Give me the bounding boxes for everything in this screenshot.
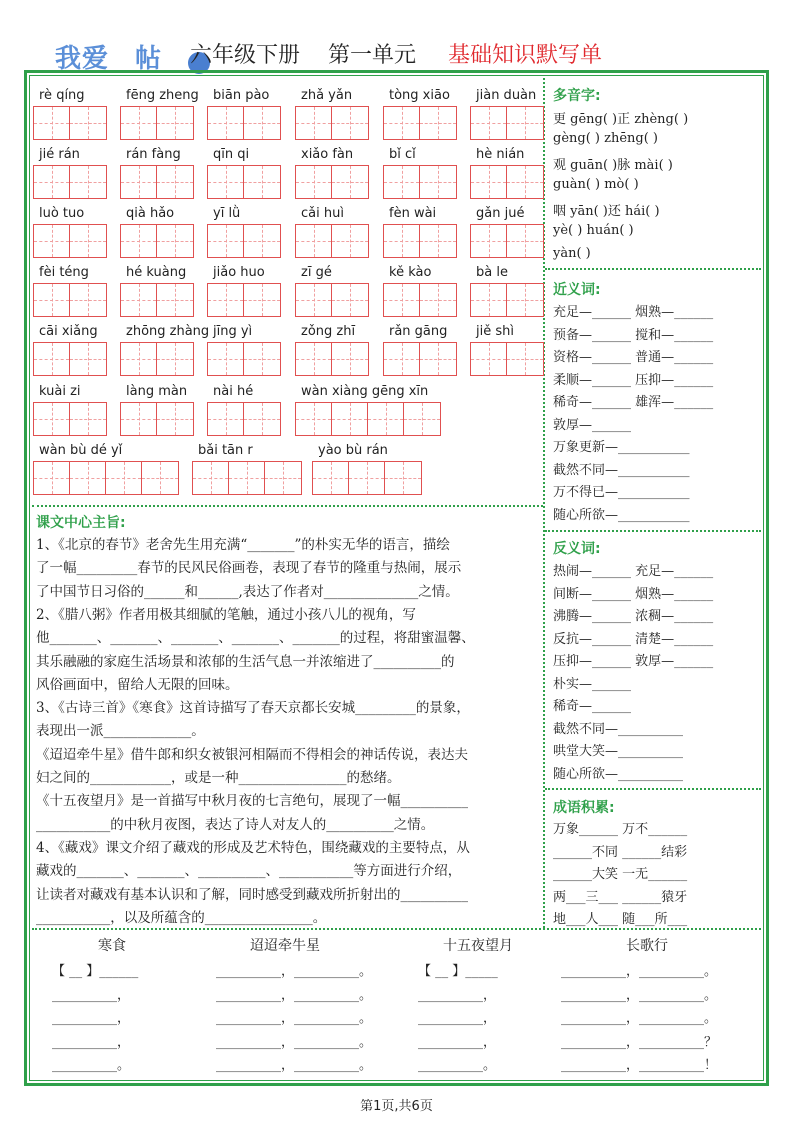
writing-cell[interactable] bbox=[420, 343, 456, 375]
pinyin-label: wàn bù dé yǐ bbox=[39, 443, 123, 458]
writing-cells[interactable] bbox=[207, 342, 281, 376]
writing-cell[interactable] bbox=[420, 225, 456, 257]
writing-cell[interactable] bbox=[208, 166, 244, 198]
text-line: 截然不同—___________ bbox=[553, 462, 690, 478]
writing-cell[interactable] bbox=[70, 225, 106, 257]
pinyin-label: yào bù rán bbox=[318, 443, 388, 458]
writing-cell[interactable] bbox=[384, 343, 420, 375]
writing-cells[interactable] bbox=[295, 106, 369, 140]
writing-cells[interactable] bbox=[312, 461, 422, 495]
writing-cell[interactable] bbox=[296, 166, 332, 198]
writing-cell[interactable] bbox=[368, 403, 404, 435]
pinyin-label: yī lǜ bbox=[213, 206, 241, 221]
poem-blank-line[interactable]: __________，__________。 bbox=[216, 1011, 373, 1026]
writing-cells[interactable] bbox=[383, 283, 457, 317]
pinyin-label: hé kuàng bbox=[126, 265, 187, 280]
pinyin-label: zhǎ yǎn bbox=[301, 88, 353, 103]
writing-cell[interactable] bbox=[265, 462, 301, 494]
pinyin-label: rè qíng bbox=[39, 88, 85, 103]
writing-cell[interactable] bbox=[349, 462, 385, 494]
text-line: 让读者对藏戏有基本认识和了解，同时感受到藏戏所折射出的__________ bbox=[36, 886, 468, 903]
writing-cells[interactable] bbox=[33, 283, 107, 317]
pinyin-label: hè nián bbox=[476, 147, 525, 162]
pinyin-label: zǒng zhī bbox=[301, 324, 356, 339]
text-line: 万象______ 万不______ bbox=[553, 822, 688, 837]
text-line: ______不同 ______结彩 bbox=[553, 844, 688, 860]
text-line: yàn( ) bbox=[553, 246, 591, 261]
writing-cell[interactable] bbox=[507, 284, 543, 316]
pinyin-label: nài hé bbox=[213, 384, 254, 399]
poem-blank-line[interactable]: __________，__________。 bbox=[561, 987, 718, 1003]
text-line: 其乐融融的家庭生活场景和浓郁的生活气息一并浓缩进了__________的 bbox=[36, 653, 455, 670]
writing-cell[interactable] bbox=[193, 462, 229, 494]
pinyin-label: zī gé bbox=[301, 265, 332, 280]
text-line: 2、《腊八粥》作者用极其细腻的笔触，通过小孩八儿的视角，写 bbox=[36, 606, 416, 623]
text-line: 敦厚—______ bbox=[553, 417, 632, 433]
text-line: 反抗—______ 清楚—______ bbox=[553, 631, 714, 647]
pinyin-label: qià hǎo bbox=[126, 206, 175, 221]
writing-cell[interactable] bbox=[244, 284, 280, 316]
text-line: ___________的中秋月夜图，表达了诗人对友人的__________之情。 bbox=[36, 816, 435, 833]
text-line: 稀奇—______ 雄浑—______ bbox=[553, 395, 714, 410]
writing-cell[interactable] bbox=[332, 107, 368, 139]
poem-blank-line[interactable]: __________， bbox=[418, 1011, 497, 1026]
writing-cell[interactable] bbox=[142, 462, 178, 494]
writing-cell[interactable] bbox=[384, 225, 420, 257]
writing-cell[interactable] bbox=[121, 225, 157, 257]
writing-cell[interactable] bbox=[106, 462, 142, 494]
poem-blank-line[interactable]: __________， bbox=[52, 1011, 131, 1026]
section-divider bbox=[545, 530, 761, 532]
writing-cell[interactable] bbox=[121, 284, 157, 316]
writing-cell[interactable] bbox=[208, 284, 244, 316]
writing-cell[interactable] bbox=[229, 462, 265, 494]
pinyin-label: jiàn duàn bbox=[476, 88, 537, 103]
text-line: 万象更新—___________ bbox=[553, 440, 690, 455]
writing-cells[interactable] bbox=[33, 461, 179, 495]
writing-cells[interactable] bbox=[470, 106, 544, 140]
synonyms-title: 近义词: bbox=[553, 282, 601, 298]
writing-cell[interactable] bbox=[121, 107, 157, 139]
writing-cells[interactable] bbox=[470, 283, 544, 317]
text-line: 随心所欲—__________ bbox=[553, 766, 684, 782]
poem-blank-line[interactable]: __________。 bbox=[52, 1058, 131, 1073]
site-logo: 我爱 帖 bbox=[55, 44, 163, 74]
text-line: 万不得已—___________ bbox=[553, 485, 690, 500]
writing-cell[interactable] bbox=[208, 107, 244, 139]
pinyin-label: wàn xiàng gēng xīn bbox=[301, 384, 429, 399]
writing-cells[interactable] bbox=[33, 342, 107, 376]
writing-cell[interactable] bbox=[420, 284, 456, 316]
antonyms-title: 反义词: bbox=[553, 541, 601, 557]
writing-cell[interactable] bbox=[70, 107, 106, 139]
pinyin-label: cǎi huì bbox=[301, 206, 344, 221]
poem-blank-line[interactable]: 【 __ 】_____ bbox=[418, 964, 498, 979]
pinyin-label: tòng xiāo bbox=[389, 88, 450, 103]
writing-cell[interactable] bbox=[332, 166, 368, 198]
writing-cells[interactable] bbox=[33, 224, 107, 258]
writing-cells[interactable] bbox=[470, 224, 544, 258]
poem-blank-line[interactable]: __________，__________。 bbox=[561, 1011, 718, 1026]
text-line: 柔顺—______ 压抑—______ bbox=[553, 372, 714, 388]
writing-cell[interactable] bbox=[296, 343, 332, 375]
writing-cells[interactable] bbox=[295, 224, 369, 258]
writing-cells[interactable] bbox=[33, 402, 107, 436]
writing-cells[interactable] bbox=[295, 165, 369, 199]
pinyin-label: fèi téng bbox=[39, 265, 89, 280]
grade-label: 六年级下册 bbox=[190, 43, 301, 68]
writing-cells[interactable] bbox=[470, 165, 544, 199]
poem-blank-line[interactable]: __________，__________。 bbox=[216, 1034, 373, 1050]
text-line: 压抑—______ 敦厚—______ bbox=[553, 654, 714, 669]
writing-cell[interactable] bbox=[70, 343, 106, 375]
writing-cells[interactable] bbox=[33, 106, 107, 140]
poem-blank-line[interactable]: __________，__________！ bbox=[561, 1058, 718, 1073]
writing-cells[interactable] bbox=[33, 165, 107, 199]
writing-cell[interactable] bbox=[121, 403, 157, 435]
writing-cells[interactable] bbox=[383, 342, 457, 376]
unit-label: 第一单元 bbox=[328, 43, 417, 68]
poem-title: 长歌行 bbox=[626, 938, 668, 954]
text-line: 截然不同—__________ bbox=[553, 721, 684, 737]
writing-cells[interactable] bbox=[207, 283, 281, 317]
writing-cell[interactable] bbox=[244, 403, 280, 435]
poem-blank-line[interactable]: __________， bbox=[52, 987, 131, 1003]
pinyin-label: gǎn jué bbox=[476, 206, 525, 221]
pinyin-label: zhōng zhàng bbox=[126, 324, 210, 339]
text-line: 咽 yān( )还 hái( ) bbox=[553, 204, 660, 219]
writing-cell[interactable] bbox=[384, 107, 420, 139]
writing-cell[interactable] bbox=[296, 284, 332, 316]
writing-cells[interactable] bbox=[207, 165, 281, 199]
writing-cells[interactable] bbox=[295, 342, 369, 376]
writing-cell[interactable] bbox=[471, 107, 507, 139]
writing-cell[interactable] bbox=[157, 284, 193, 316]
writing-cell[interactable] bbox=[471, 166, 507, 198]
writing-cells[interactable] bbox=[470, 342, 544, 376]
writing-cell[interactable] bbox=[404, 403, 440, 435]
pinyin-label: jīng yì bbox=[213, 324, 253, 339]
text-line: 资格—______ 普通—______ bbox=[553, 350, 714, 365]
worksheet-title: 基础知识默写单 bbox=[448, 43, 603, 68]
poem-title: 十五夜望月 bbox=[443, 938, 513, 954]
writing-cell[interactable] bbox=[34, 403, 70, 435]
writing-cells[interactable] bbox=[120, 224, 194, 258]
pinyin-label: fèn wài bbox=[389, 206, 437, 221]
text-line: 1、《北京的春节》老舍先生用充满“_______”的朴实无华的语言，描绘 bbox=[36, 537, 450, 553]
writing-cells[interactable] bbox=[383, 106, 457, 140]
section-divider bbox=[32, 928, 761, 930]
writing-cells[interactable] bbox=[207, 402, 281, 436]
writing-cell[interactable] bbox=[420, 166, 456, 198]
pinyin-label: kě kào bbox=[389, 265, 432, 280]
text-line: 了一幅_________春节的民风民俗画卷，表现了春节的隆重与热闹，展示 bbox=[36, 560, 462, 577]
section-divider bbox=[32, 505, 543, 507]
text-line: ______大笑 一无______ bbox=[553, 867, 688, 882]
text-line: 哄堂大笑—__________ bbox=[553, 744, 684, 759]
polyphones-title: 多音字: bbox=[553, 88, 601, 104]
writing-cells[interactable] bbox=[207, 224, 281, 258]
pinyin-label: xiǎo fàn bbox=[301, 147, 354, 162]
text-line: 充足—______ 烟熟—______ bbox=[553, 305, 714, 320]
idioms-title: 成语积累: bbox=[553, 800, 615, 816]
text-line: 观 guān( )脉 mài( ) bbox=[553, 158, 673, 173]
writing-cell[interactable] bbox=[157, 403, 193, 435]
poem-blank-line[interactable]: __________， bbox=[418, 1034, 497, 1050]
text-line: guàn( ) mò( ) bbox=[553, 177, 639, 192]
poem-title: 迢迢牵牛星 bbox=[250, 938, 320, 954]
writing-cell[interactable] bbox=[507, 107, 543, 139]
writing-cell[interactable] bbox=[34, 166, 70, 198]
text-line: 藏戏的_______、_______、__________、___________等方面进行介绍， bbox=[36, 863, 462, 880]
pinyin-label: cāi xiǎng bbox=[39, 324, 98, 339]
writing-cells[interactable] bbox=[192, 461, 302, 495]
pinyin-label: bǐ cǐ bbox=[389, 147, 416, 162]
text-line: 了中国节日习俗的______和______,表达了作者对______________之情。 bbox=[36, 583, 459, 600]
writing-cells[interactable] bbox=[120, 165, 194, 199]
poem-blank-line[interactable]: __________，__________。 bbox=[216, 964, 373, 979]
text-line: gèng( ) zhēng( ) bbox=[553, 131, 659, 146]
writing-cells[interactable] bbox=[383, 165, 457, 199]
writing-cell[interactable] bbox=[157, 107, 193, 139]
poem-blank-line[interactable]: __________。 bbox=[418, 1058, 497, 1073]
text-line: 热闹—______ 充足—______ bbox=[553, 564, 714, 579]
pinyin-label: qīn qi bbox=[213, 147, 250, 162]
text-line: 两___三___ ______猿牙 bbox=[553, 889, 688, 905]
text-line: 朴实—______ bbox=[553, 676, 632, 692]
pinyin-label: rán fàng bbox=[126, 147, 181, 162]
pinyin-label: jiǎo huo bbox=[213, 265, 265, 280]
poem-blank-line[interactable]: __________，__________。 bbox=[216, 1058, 373, 1073]
writing-cell[interactable] bbox=[157, 225, 193, 257]
writing-cell[interactable] bbox=[332, 403, 368, 435]
text-line: 间断—______ 烟熟—______ bbox=[553, 586, 714, 602]
pinyin-label: jiě shì bbox=[476, 324, 514, 339]
writing-cell[interactable] bbox=[332, 284, 368, 316]
writing-cell[interactable] bbox=[471, 284, 507, 316]
writing-cells[interactable] bbox=[120, 342, 194, 376]
pinyin-label: bà le bbox=[476, 265, 508, 280]
text-line: 更 gēng( )正 zhèng( ) bbox=[553, 112, 689, 127]
writing-cell[interactable] bbox=[296, 107, 332, 139]
writing-cell[interactable] bbox=[332, 225, 368, 257]
poem-blank-line[interactable]: __________，__________。 bbox=[561, 964, 718, 979]
writing-cell[interactable] bbox=[296, 403, 332, 435]
writing-cell[interactable] bbox=[385, 462, 421, 494]
text-line: 风俗画面中，留给人无限的回味。 bbox=[36, 676, 239, 693]
writing-cell[interactable] bbox=[244, 225, 280, 257]
writing-cell[interactable] bbox=[34, 284, 70, 316]
text-line: 3、《古诗三首》《寒食》这首诗描写了春天京都长安城_________的景象， bbox=[36, 700, 470, 717]
pinyin-label: bǎi tān r bbox=[198, 443, 253, 458]
page-number: 第1页,共6页 bbox=[360, 1099, 433, 1114]
writing-cell[interactable] bbox=[208, 403, 244, 435]
text-line: 随心所欲—___________ bbox=[553, 507, 690, 523]
writing-cell[interactable] bbox=[70, 462, 106, 494]
poem-blank-line[interactable]: __________， bbox=[418, 987, 497, 1003]
writing-cell[interactable] bbox=[70, 166, 106, 198]
writing-cell[interactable] bbox=[471, 225, 507, 257]
text-line: ___________，以及所蕴含的________________。 bbox=[36, 909, 327, 926]
writing-cell[interactable] bbox=[313, 462, 349, 494]
writing-cell[interactable] bbox=[157, 343, 193, 375]
pinyin-label: kuài zi bbox=[39, 384, 81, 399]
writing-cell[interactable] bbox=[332, 343, 368, 375]
writing-cell[interactable] bbox=[157, 166, 193, 198]
writing-cell[interactable] bbox=[34, 225, 70, 257]
text-line: yè( ) huán( ) bbox=[553, 223, 634, 238]
writing-cell[interactable] bbox=[34, 462, 70, 494]
writing-cell[interactable] bbox=[507, 225, 543, 257]
writing-cells[interactable] bbox=[120, 283, 194, 317]
writing-cell[interactable] bbox=[507, 166, 543, 198]
writing-cell[interactable] bbox=[471, 343, 507, 375]
pinyin-label: rǎn gāng bbox=[389, 324, 448, 339]
column-divider bbox=[543, 78, 545, 928]
summary-title: 课文中心主旨: bbox=[36, 515, 126, 531]
writing-cell[interactable] bbox=[121, 343, 157, 375]
poem-blank-line[interactable]: __________，__________？ bbox=[561, 1034, 718, 1050]
writing-cell[interactable] bbox=[121, 166, 157, 198]
writing-cell[interactable] bbox=[244, 343, 280, 375]
text-line: 4、《藏戏》课文介绍了藏戏的形成及艺术特色，围绕藏戏的主要特点，从 bbox=[36, 839, 470, 856]
writing-cells[interactable] bbox=[207, 106, 281, 140]
poem-title: 寒食 bbox=[98, 938, 126, 954]
writing-cell[interactable] bbox=[384, 284, 420, 316]
poem-blank-line[interactable]: __________， bbox=[52, 1034, 131, 1050]
poem-blank-line[interactable]: 【 __ 】______ bbox=[52, 964, 139, 979]
section-divider bbox=[545, 268, 761, 270]
writing-cell[interactable] bbox=[420, 107, 456, 139]
writing-cell[interactable] bbox=[208, 225, 244, 257]
text-line: 表现出一派_____________。 bbox=[36, 723, 205, 740]
pinyin-label: làng màn bbox=[126, 384, 188, 399]
pinyin-label: luò tuo bbox=[39, 206, 85, 221]
section-divider bbox=[545, 788, 761, 790]
writing-cells[interactable] bbox=[120, 402, 194, 436]
text-line: 《十五夜望月》是一首描写中秋月夜的七言绝句，展现了一幅__________ bbox=[36, 793, 468, 810]
writing-cell[interactable] bbox=[244, 107, 280, 139]
writing-cell[interactable] bbox=[34, 107, 70, 139]
text-line: 妇之间的____________，或是一种________________的愁绪。 bbox=[36, 770, 401, 786]
text-line: 他_______、_______、_______、_______、_______的过程，将甜蜜温馨、 bbox=[36, 630, 475, 647]
text-line: 稀奇—______ bbox=[553, 699, 632, 714]
writing-cells[interactable] bbox=[295, 283, 369, 317]
writing-cells[interactable] bbox=[120, 106, 194, 140]
text-line: 地___人___ 随___所___ bbox=[553, 912, 688, 927]
writing-cell[interactable] bbox=[34, 343, 70, 375]
writing-cells[interactable] bbox=[383, 224, 457, 258]
pinyin-label: fēng zheng bbox=[126, 88, 199, 103]
text-line: 沸腾—______ 浓稠—______ bbox=[553, 609, 714, 624]
writing-cell[interactable] bbox=[244, 166, 280, 198]
writing-cell[interactable] bbox=[70, 284, 106, 316]
writing-cell[interactable] bbox=[70, 403, 106, 435]
pinyin-label: biān pào bbox=[213, 88, 270, 103]
writing-cells[interactable] bbox=[295, 402, 441, 436]
writing-cell[interactable] bbox=[507, 343, 543, 375]
writing-cell[interactable] bbox=[208, 343, 244, 375]
text-line: 预备—______ 搅和—______ bbox=[553, 327, 714, 343]
text-line: 《迢迢牵牛星》借牛郎和织女被银河相隔而不得相会的神话传说，表达夫 bbox=[36, 746, 468, 763]
writing-cell[interactable] bbox=[296, 225, 332, 257]
pinyin-label: jié rán bbox=[39, 147, 80, 162]
poem-blank-line[interactable]: __________，__________。 bbox=[216, 987, 373, 1003]
writing-cell[interactable] bbox=[384, 166, 420, 198]
